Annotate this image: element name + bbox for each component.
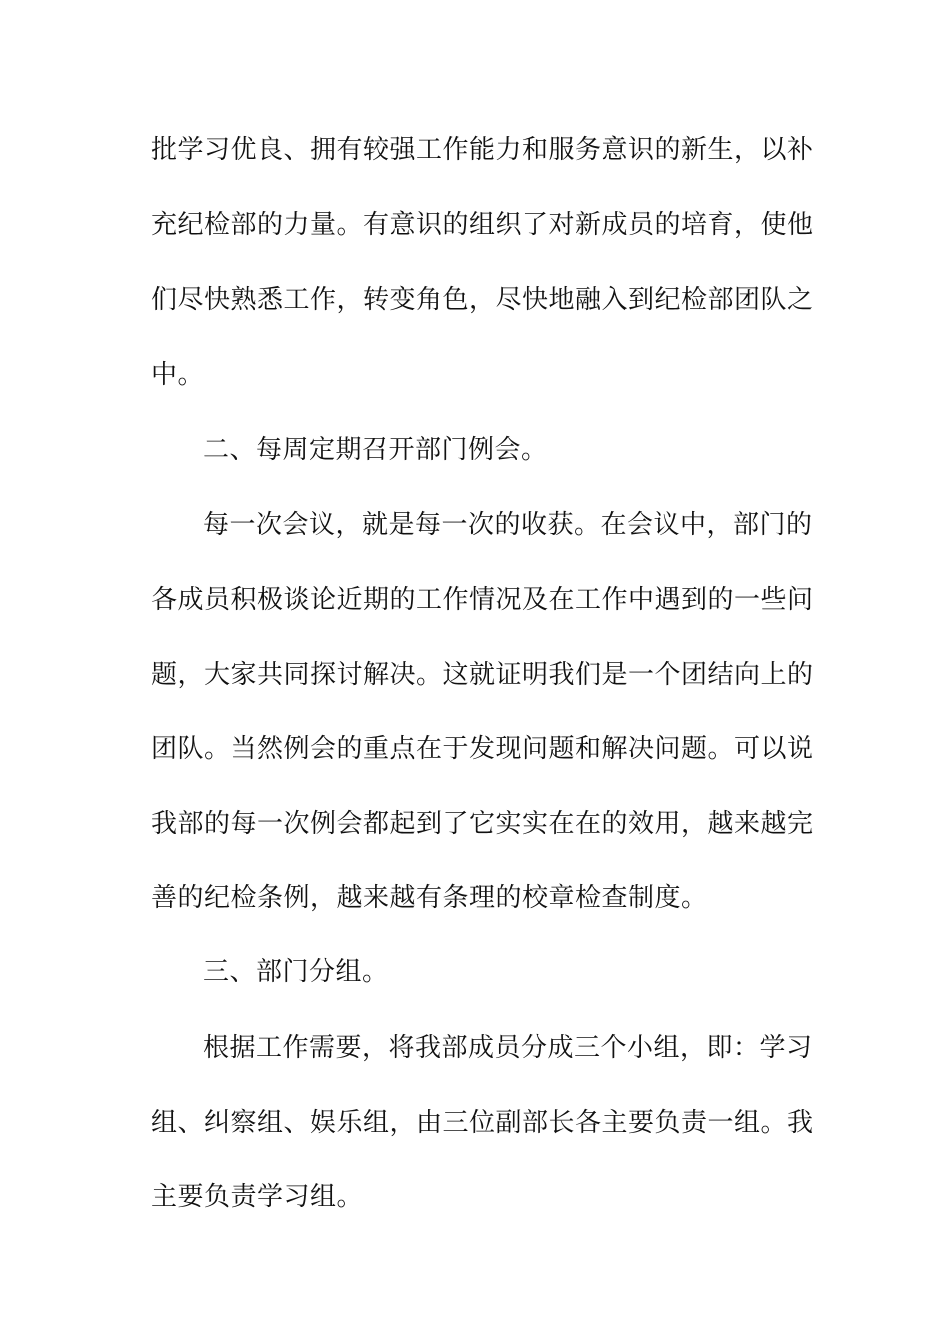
body-text-line: 中。: [151, 360, 205, 390]
body-text-line: 批学习优良、拥有较强工作能力和服务意识的新生，以补: [151, 135, 814, 165]
body-text-line: 题，大家共同探讨解决。这就证明我们是一个团结向上的: [151, 660, 814, 690]
section-heading: 二、每周定期召开部门例会。: [203, 435, 548, 465]
body-text-line: 我部的每一次例会都起到了它实实在在的效用，越来越完: [151, 809, 814, 839]
body-text-line: 们尽快熟悉工作，转变角色，尽快地融入到纪检部团队之: [151, 285, 814, 315]
body-text-line: 善的纪检条例，越来越有条理的校章检查制度。: [151, 883, 708, 913]
body-text-line: 各成员积极谈论近期的工作情况及在工作中遇到的一些问: [151, 585, 814, 615]
body-text-line: 团队。当然例会的重点在于发现问题和解决问题。可以说: [151, 734, 814, 764]
body-text-line: 组、纠察组、娱乐组，由三位副部长各主要负责一组。我: [151, 1108, 814, 1138]
body-text-line: 充纪检部的力量。有意识的组织了对新成员的培育，使他: [151, 210, 814, 240]
body-text-line: 每一次会议，就是每一次的收获。在会议中，部门的: [203, 510, 813, 540]
body-text-line: 根据工作需要，将我部成员分成三个小组，即：学习: [203, 1033, 813, 1063]
body-text-line: 主要负责学习组。: [151, 1182, 364, 1212]
section-heading: 三、部门分组。: [203, 957, 389, 987]
